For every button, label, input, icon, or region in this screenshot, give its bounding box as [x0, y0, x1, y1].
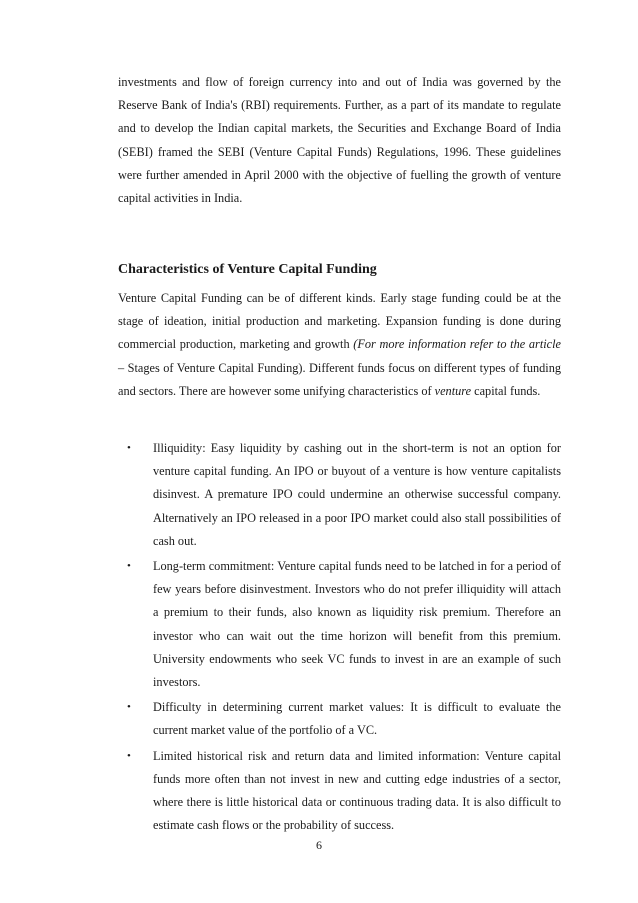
list-item-text: Limited historical risk and return data and limited information: Venture capital funds more often than not invest in new and cutting edge industries of a sector, where there is little historical data or continuous trading data. It is also difficult to estimate cash flows or the probability of success.	[153, 748, 561, 833]
list-item-illiquidity	[118, 437, 561, 553]
venture-term: venture	[434, 383, 472, 398]
section-heading: Characteristics of Venture Capital Funding	[118, 262, 377, 277]
list-item-limited-data	[118, 745, 561, 838]
characteristics-text-part3: capital funds.	[471, 383, 541, 398]
bullet-icon: •	[127, 442, 131, 454]
characteristics-list	[118, 437, 561, 837]
list-item-market-values	[118, 696, 561, 742]
bullet-icon: •	[127, 749, 131, 762]
list-item-text: Illiquidity: Easy liquidity by cashing out in the short-term is not an option for venture capital funding. An IPO or buyout of a venture is how venture capitalists disinvest. A premature IPO could undermine an otherwise successful company. Alternatively an IPO released in a poor IPO market could also stall possibilities of cash out.	[153, 441, 561, 548]
list-item-long-term-commitment	[118, 555, 561, 694]
article-reference-note: (For more information refer to the article	[353, 337, 561, 352]
bullet-icon: •	[127, 560, 131, 573]
characteristics-text-part1: Venture Capital Funding can be of different kinds. Early stage funding could be at the stage of ideation, initial production and marketing. Expansion funding is done during commercial production, marketing and growth	[118, 291, 561, 352]
page-number: 6	[316, 838, 322, 852]
intro-paragraph: investments and flow of foreign currency into and out of India was governed by the Reserve Bank of India's (RBI) requirements. Further, as a part of its mandate to regulate and to develop the Indian capital markets, the Securities and Exchange Board of India (SEBI) framed the SEBI (Venture Capital Funds) Regulations, 1996. These guidelines were further amended in April 2000 with the objective of fuelling the growth of venture capital activities in India.	[118, 75, 561, 206]
characteristics-text-part2: – Stages of Venture Capital Funding). Different funds focus on different types of funding and sectors. There are however some unifying characteristics of	[118, 360, 561, 398]
list-item-text: Long-term commitment: Venture capital funds need to be latched in for a period of few years before disinvestment. Investors who do not prefer illiquidity will attach a premium to their funds, also known as liquidity risk premium. Therefore an investor who can wait out the time horizon will benefit from this premium. University endowments who seek VC funds to invest in are an example of such investors.	[153, 559, 561, 690]
list-item-text: Difficulty in determining current market values: It is difficult to evaluate the current market value of the portfolio of a VC.	[153, 700, 561, 738]
characteristics-paragraph	[118, 287, 561, 403]
bullet-icon: •	[127, 701, 131, 714]
